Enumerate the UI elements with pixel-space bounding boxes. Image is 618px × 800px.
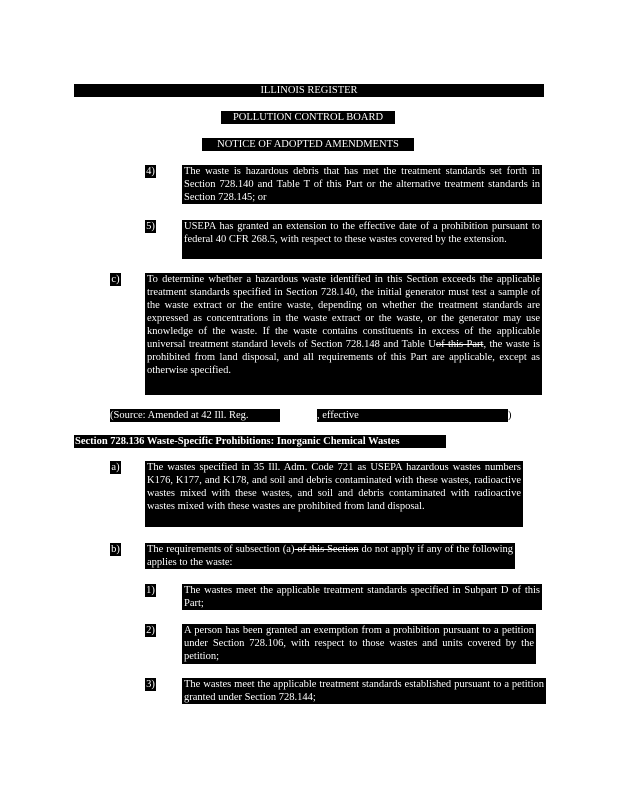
source-prefix: (Source: Amended at 42 Ill. Reg. [110, 409, 280, 422]
source-line [110, 409, 514, 422]
section-title: Section 728.136 Waste-Specific Prohibitions: Inorganic Chemical Wastes [74, 435, 446, 448]
sub-item-1-number: 1) [146, 585, 155, 596]
item-a-text: The wastes specified in 35 Ill. Adm. Code 721 as USEPA hazardous wastes numbers K176, K177, and K178, and soil and debris contaminated with these wastes, radioactive wastes mixed with these wastes, and soil and debris contaminated with radioactive wastes mixed with these wastes are prohibited from land disposal. [145, 461, 523, 527]
item-c-struck: of this Part [435, 339, 484, 350]
item-c-text-after: , the waste is prohibited from land disposal, and all requirements of this Part are applicable, except as otherwise specified. [147, 339, 540, 376]
item-c-number: c) [111, 274, 120, 285]
register-title: ILLINOIS REGISTER [74, 84, 544, 97]
item-b-number: b) [111, 544, 120, 555]
item-b-text-before: The requirements of subsection (a) [147, 544, 295, 555]
sub-item-3-text: The wastes meet the applicable treatment standards established pursuant to a petition granted under Section 728.144; [184, 679, 544, 703]
sub-item-1-text: The wastes meet the applicable treatment standards specified in Subpart D of this Part; [184, 585, 540, 609]
sub-item-3-number: 3) [146, 679, 155, 690]
source-effective: , effective [317, 409, 513, 422]
item-b-text-after: do not apply if any of the following applies to the waste: [147, 544, 513, 568]
item-5-text: USEPA has granted an extension to the effective date of a prohibition pursuant to federal 40 CFR 268.5, with respect to these wastes covered by the extension. [182, 220, 542, 259]
item-c-text-before: To determine whether a hazardous waste identified in this Section exceeds the applicable treatment standards specified in Section 728.140, the initial generator must test a sample of the waste extract or the entire waste, depending on whether the treatment standards are expressed as concentrations in the waste extract or the waste, or the generator may use knowledge of the waste. If the waste contains constituents in excess of the applicable universal treatment standard levels of Section 728.148 and Table U [147, 274, 540, 350]
board-title: POLLUTION CONTROL BOARD [221, 111, 395, 124]
item-b-struck: of this Section [294, 544, 359, 555]
sub-item-2-text: A person has been granted an exemption from a prohibition pursuant to a petition under Section 728.106, with respect to those wastes and units covered by the petition; [184, 625, 534, 662]
item-b-text [145, 543, 515, 569]
item-4-number: 4) [146, 166, 155, 177]
item-a-number: a) [111, 462, 120, 473]
item-c-text [145, 273, 542, 395]
sub-item-2-number: 2) [146, 625, 155, 636]
source-close: ) [508, 409, 514, 422]
item-4-text: The waste is hazardous debris that has met the treatment standards set forth in Section 728.140 and Table T of this Part or the alternative treatment standards in Section 728.145; or [184, 166, 540, 203]
notice-title: NOTICE OF ADOPTED AMENDMENTS [202, 138, 414, 151]
item-5-number: 5) [146, 221, 155, 232]
